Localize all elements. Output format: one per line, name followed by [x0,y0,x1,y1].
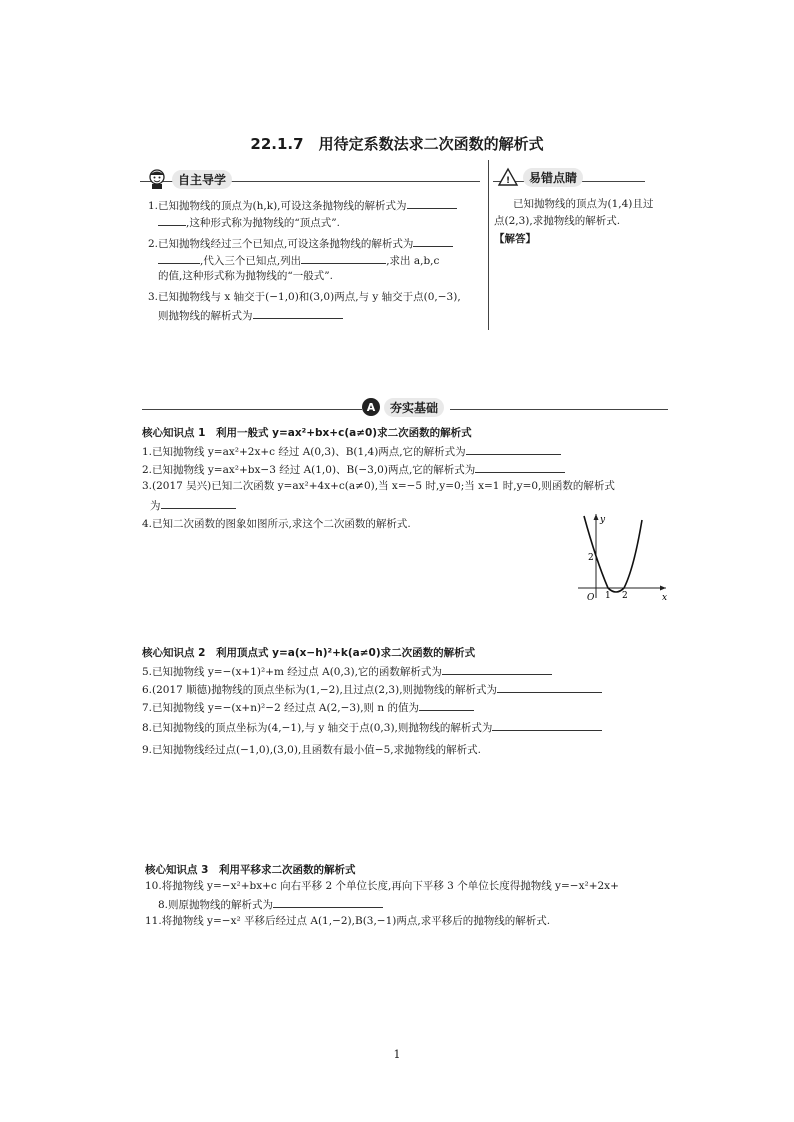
question-text: 8.已知抛物线的顶点坐标为(4,−1),与 y 轴交于点(0,3),则抛物线的解析式为 [142,722,493,734]
question-3: 3.已知抛物线与 x 轴交于(−1,0)和(3,0)两点,与 y 轴交于点(0,−3), [148,291,461,303]
section-rule [450,409,668,410]
section-banner-mistakes [497,166,583,188]
question-b3: 3.(2017 吴兴)已知二次函数 y=ax²+4x+c(a≠0),当 x=−5 时,y=0;当 x=1 时,y=0,则函数的解析式 [142,480,615,492]
graph-x-tick-1: 1 [605,591,611,601]
question-2 [148,235,453,251]
question-b7 [142,699,474,715]
graph-y-tick: 2 [588,553,594,563]
question-b3-cont [150,497,236,513]
answer-blank [442,663,552,675]
x-axis-arrow [660,586,666,591]
question-text: 7.已知抛物线 y=−(x+n)²−2 经过点 A(2,−3),则 n 的值为 [142,702,419,714]
knowledge-point-3: 核心知识点 3 利用平移求二次函数的解析式 [145,864,356,876]
question-text: ,求出 a,b,c [386,255,440,267]
question-text: 6.(2017 顺德)抛物线的顶点坐标为(1,−2),且过点(2,3),则抛物线的解析式为 [142,684,498,696]
question-text: 2.已知抛物线经过三个已知点,可设这条抛物线的解析式为 [148,238,414,250]
question-2-cont [158,252,439,268]
answer-blank [466,443,561,455]
question-1 [148,197,457,213]
question-text: 为 [150,500,161,512]
answer-blank [492,719,602,731]
answer-blank [158,252,200,264]
question-1-cont [158,214,340,230]
question-b9: 9.已知抛物线经过点(−1,0),(3,0),且函数有最小值−5,求抛物线的解析式. [142,744,481,756]
question-b10-cont [158,896,383,912]
question-b8 [142,719,602,735]
answer-blank [253,307,343,319]
section-banner-basics [362,396,444,418]
question-text: 1.已知抛物线 y=ax²+2x+c 经过 A(0,3)、B(1,4)两点,它的解析式为 [142,446,466,458]
page-number: 1 [393,1048,401,1061]
section-letter-badge: A [362,398,380,416]
answer-blank [158,214,186,226]
section-rule [142,409,362,410]
answer-blank [407,197,457,209]
banner-label: 自主导学 [172,170,232,189]
answer-blank [419,699,474,711]
student-cartoon-icon [146,168,168,190]
question-b5 [142,663,552,679]
section-banner-self-study [146,168,232,190]
mistake-problem-line1: 已知抛物线的顶点为(1,4)且过 [513,198,654,210]
graph-x-label: x [662,593,668,602]
question-text: ,这种形式称为抛物线的“顶点式”. [186,217,340,229]
banner-label: 易错点睛 [523,168,583,187]
warning-icon [497,167,519,187]
question-text: ,代入三个已知点,列出 [200,255,302,267]
parabola-graph [574,510,674,602]
question-text: 8.则原抛物线的解析式为 [158,899,274,911]
graph-y-label: y [600,515,606,525]
graph-origin-label: O [587,593,595,602]
y-axis-arrow [594,514,599,520]
question-text: 5.已知抛物线 y=−(x+1)²+m 经过点 A(0,3),它的函数解析式为 [142,666,442,678]
question-b1 [142,443,561,459]
question-text: 2.已知抛物线 y=ax²+bx−3 经过 A(1,0)、B(−3,0)两点,它的解析式为 [142,464,476,476]
question-b2 [142,461,565,477]
answer-blank [497,681,602,693]
question-text: 则抛物线的解析式为 [158,310,253,322]
question-b4: 4.已知二次函数的图象如图所示,求这个二次函数的解析式. [142,518,411,530]
page-title: 22.1.7 用待定系数法求二次函数的解析式 [250,135,544,153]
svg-text:!: ! [505,176,511,186]
answer-blank [475,461,565,473]
question-text: 1.已知抛物线的顶点为(h,k),可设这条抛物线的解析式为 [148,200,407,212]
answer-blank [161,497,236,509]
answer-label: 【解答】 [494,233,536,245]
banner-label: 夯实基础 [384,398,444,417]
graph-x-tick-2: 2 [622,591,628,601]
question-3-cont [158,307,343,323]
question-b10: 10.将抛物线 y=−x²+bx+c 向右平移 2 个单位长度,再向下平移 3 个单位长度得抛物线 y=−x²+2x+ [145,880,619,892]
answer-blank [273,896,383,908]
question-b11: 11.将抛物线 y=−x² 平移后经过点 A(1,−2),B(3,−1)两点,求平移后的抛物线的解析式. [145,915,551,927]
mistake-problem-line2: 点(2,3),求抛物线的解析式. [494,215,621,227]
column-divider [488,160,489,330]
answer-blank [413,235,453,247]
knowledge-point-2: 核心知识点 2 利用顶点式 y=a(x−h)²+k(a≠0)求二次函数的解析式 [142,647,476,659]
answer-blank [301,252,386,264]
question-2-end: 的值,这种形式称为抛物线的“一般式”. [158,270,333,282]
knowledge-point-1: 核心知识点 1 利用一般式 y=ax²+bx+c(a≠0)求二次函数的解析式 [142,427,472,439]
question-b6 [142,681,602,697]
